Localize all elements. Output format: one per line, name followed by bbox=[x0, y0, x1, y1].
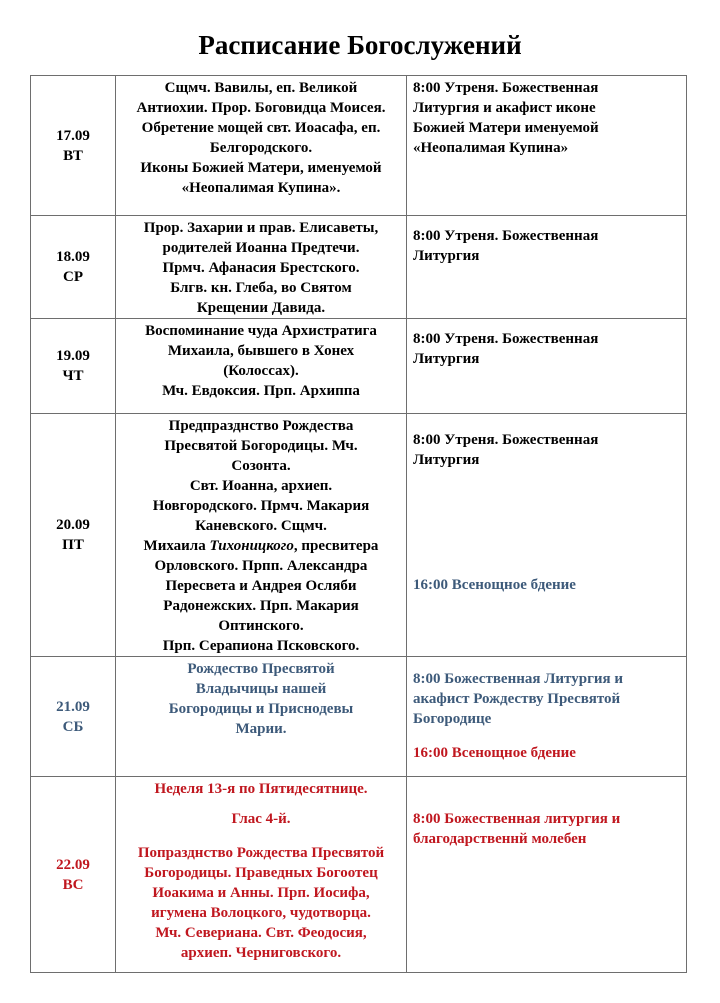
saint-line: игумена Волоцкого, чудотворца. bbox=[151, 905, 371, 921]
weekday-label: СР bbox=[63, 269, 83, 285]
date-label: 20.09 bbox=[56, 517, 90, 533]
saint-name-italic: Тихоницкого bbox=[209, 538, 294, 554]
saint-line: Антиохии. Прор. Боговидца Моисея. bbox=[136, 100, 386, 116]
table-row bbox=[31, 76, 687, 216]
saint-line: Новгородского. Прмч. Макария bbox=[152, 498, 370, 514]
saint-line: Рождество Пресвятой bbox=[187, 661, 335, 677]
service-line: Литургия и акафист иконе bbox=[413, 100, 596, 116]
saint-line: Сщмч. Вавилы, еп. Великой bbox=[164, 80, 358, 96]
saint-line: Марии. bbox=[235, 721, 287, 737]
table-row bbox=[31, 777, 687, 973]
service-line: акафист Рождеству Пресвятой bbox=[413, 691, 621, 707]
saint-line: Орловского. Прпп. Александра bbox=[154, 558, 368, 574]
saint-line: Оптинского. bbox=[218, 618, 304, 634]
date-cell bbox=[31, 76, 116, 216]
saint-line: Иконы Божией Матери, именуемой bbox=[140, 160, 382, 176]
saint-line: Владычицы нашей bbox=[195, 681, 327, 697]
saints-cell bbox=[116, 414, 407, 657]
service-line: благодарственнй молебен bbox=[413, 831, 587, 847]
weekday-label: ВТ bbox=[63, 147, 83, 164]
service-cell bbox=[407, 414, 687, 657]
date-cell bbox=[31, 777, 116, 973]
schedule-table bbox=[30, 75, 687, 973]
date-cell bbox=[31, 414, 116, 657]
saint-line: «Неопалимая Купина». bbox=[181, 180, 341, 196]
weekday-label: ВС bbox=[62, 876, 84, 893]
saint-line: Попразднство Рождества Пресвятой bbox=[137, 845, 385, 861]
saint-line: Созонта. bbox=[231, 458, 291, 474]
date-cell bbox=[31, 657, 116, 777]
weekday-label: СБ bbox=[62, 718, 84, 735]
service-line: Литургия bbox=[413, 248, 480, 264]
saint-line: Воспоминание чуда Архистратига bbox=[145, 323, 377, 339]
saint-line: Обретение мощей свт. Иоасафа, еп. bbox=[141, 120, 381, 136]
table-row bbox=[31, 414, 687, 657]
evening-service: 16:00 Всенощное бдение bbox=[413, 577, 576, 593]
date-label: 18.09 bbox=[56, 249, 90, 265]
saint-line: Каневского. Сщмч. bbox=[195, 518, 327, 534]
saints-cell bbox=[116, 76, 407, 216]
weekday-label: ЧТ bbox=[62, 368, 84, 384]
saint-line bbox=[120, 536, 402, 556]
table-row bbox=[31, 216, 687, 319]
saint-line: Белгородского. bbox=[209, 140, 313, 156]
tone-label: Глас 4-й. bbox=[231, 811, 291, 827]
service-line: «Неопалимая Купина» bbox=[413, 140, 569, 156]
page-title: Расписание Богослужений bbox=[198, 30, 522, 60]
saint-line: архиеп. Черниговского. bbox=[180, 945, 342, 961]
saints-cell bbox=[116, 319, 407, 414]
saint-text: , пресвитера bbox=[293, 538, 379, 554]
service-line: Божией Матери именуемой bbox=[413, 120, 599, 136]
saint-line: Иоакима и Анны. Прп. Иосифа, bbox=[152, 885, 370, 901]
saint-line: Прмч. Афанасия Брестского. bbox=[162, 260, 360, 276]
date-label: 21.09 bbox=[56, 698, 90, 715]
evening-service: 16:00 Всенощное бдение bbox=[413, 745, 576, 761]
saint-line: Предпразднство Рождества bbox=[168, 418, 354, 434]
service-line: Богородице bbox=[413, 711, 492, 727]
saint-text: Михаила bbox=[143, 538, 206, 554]
date-label: 17.09 bbox=[56, 127, 90, 144]
service-line: 8:00 Божественная Литургия и bbox=[413, 671, 624, 687]
date-label: 19.09 bbox=[56, 348, 90, 364]
saint-line: родителей Иоанна Предтечи. bbox=[162, 240, 360, 256]
saint-line: Прп. Серапиона Псковского. bbox=[162, 638, 360, 654]
table-row bbox=[31, 319, 687, 414]
service-line: 8:00 Божественная литургия и bbox=[413, 811, 621, 827]
saint-line: Богородицы. Праведных Богоотец bbox=[144, 865, 378, 881]
service-line: Литургия bbox=[413, 452, 480, 468]
service-cell bbox=[407, 657, 687, 777]
service-cell bbox=[407, 319, 687, 414]
service-line: 8:00 Утреня. Божественная bbox=[413, 432, 599, 448]
date-cell bbox=[31, 319, 116, 414]
service-cell bbox=[407, 216, 687, 319]
saints-cell bbox=[116, 777, 407, 973]
date-label: 22.09 bbox=[56, 856, 90, 873]
saint-line: Пресвятой Богородицы. Мч. bbox=[164, 438, 358, 454]
saint-line: Мч. Евдоксия. Прп. Архиппа bbox=[162, 383, 360, 399]
saint-line: Михаила, бывшего в Хонех bbox=[167, 343, 355, 359]
service-line: 8:00 Утреня. Божественная bbox=[413, 331, 599, 347]
saints-cell bbox=[116, 657, 407, 777]
saint-line: (Колоссах). bbox=[223, 363, 299, 379]
saint-line: Свт. Иоанна, архиеп. bbox=[189, 478, 333, 494]
saint-line: Радонежских. Прп. Макария bbox=[163, 598, 359, 614]
service-cell bbox=[407, 777, 687, 973]
service-line: 8:00 Утреня. Божественная bbox=[413, 80, 599, 96]
week-label: Неделя 13-я по Пятидесятнице. bbox=[154, 781, 368, 797]
weekday-label: ПТ bbox=[62, 537, 84, 553]
service-line: Литургия bbox=[413, 351, 480, 367]
saint-line: Пересвета и Андрея Осляби bbox=[165, 578, 357, 594]
saint-line: Крещении Давида. bbox=[196, 300, 326, 316]
saint-line: Прор. Захарии и прав. Елисаветы, bbox=[143, 220, 379, 236]
saints-cell bbox=[116, 216, 407, 319]
saint-line: Блгв. кн. Глеба, во Святом bbox=[170, 280, 352, 296]
date-cell bbox=[31, 216, 116, 319]
table-row bbox=[31, 657, 687, 777]
service-line: 8:00 Утреня. Божественная bbox=[413, 228, 599, 244]
saint-line: Мч. Севериана. Свт. Феодосия, bbox=[155, 925, 367, 941]
saint-line: Богородицы и Приснодевы bbox=[168, 701, 354, 717]
service-cell bbox=[407, 76, 687, 216]
